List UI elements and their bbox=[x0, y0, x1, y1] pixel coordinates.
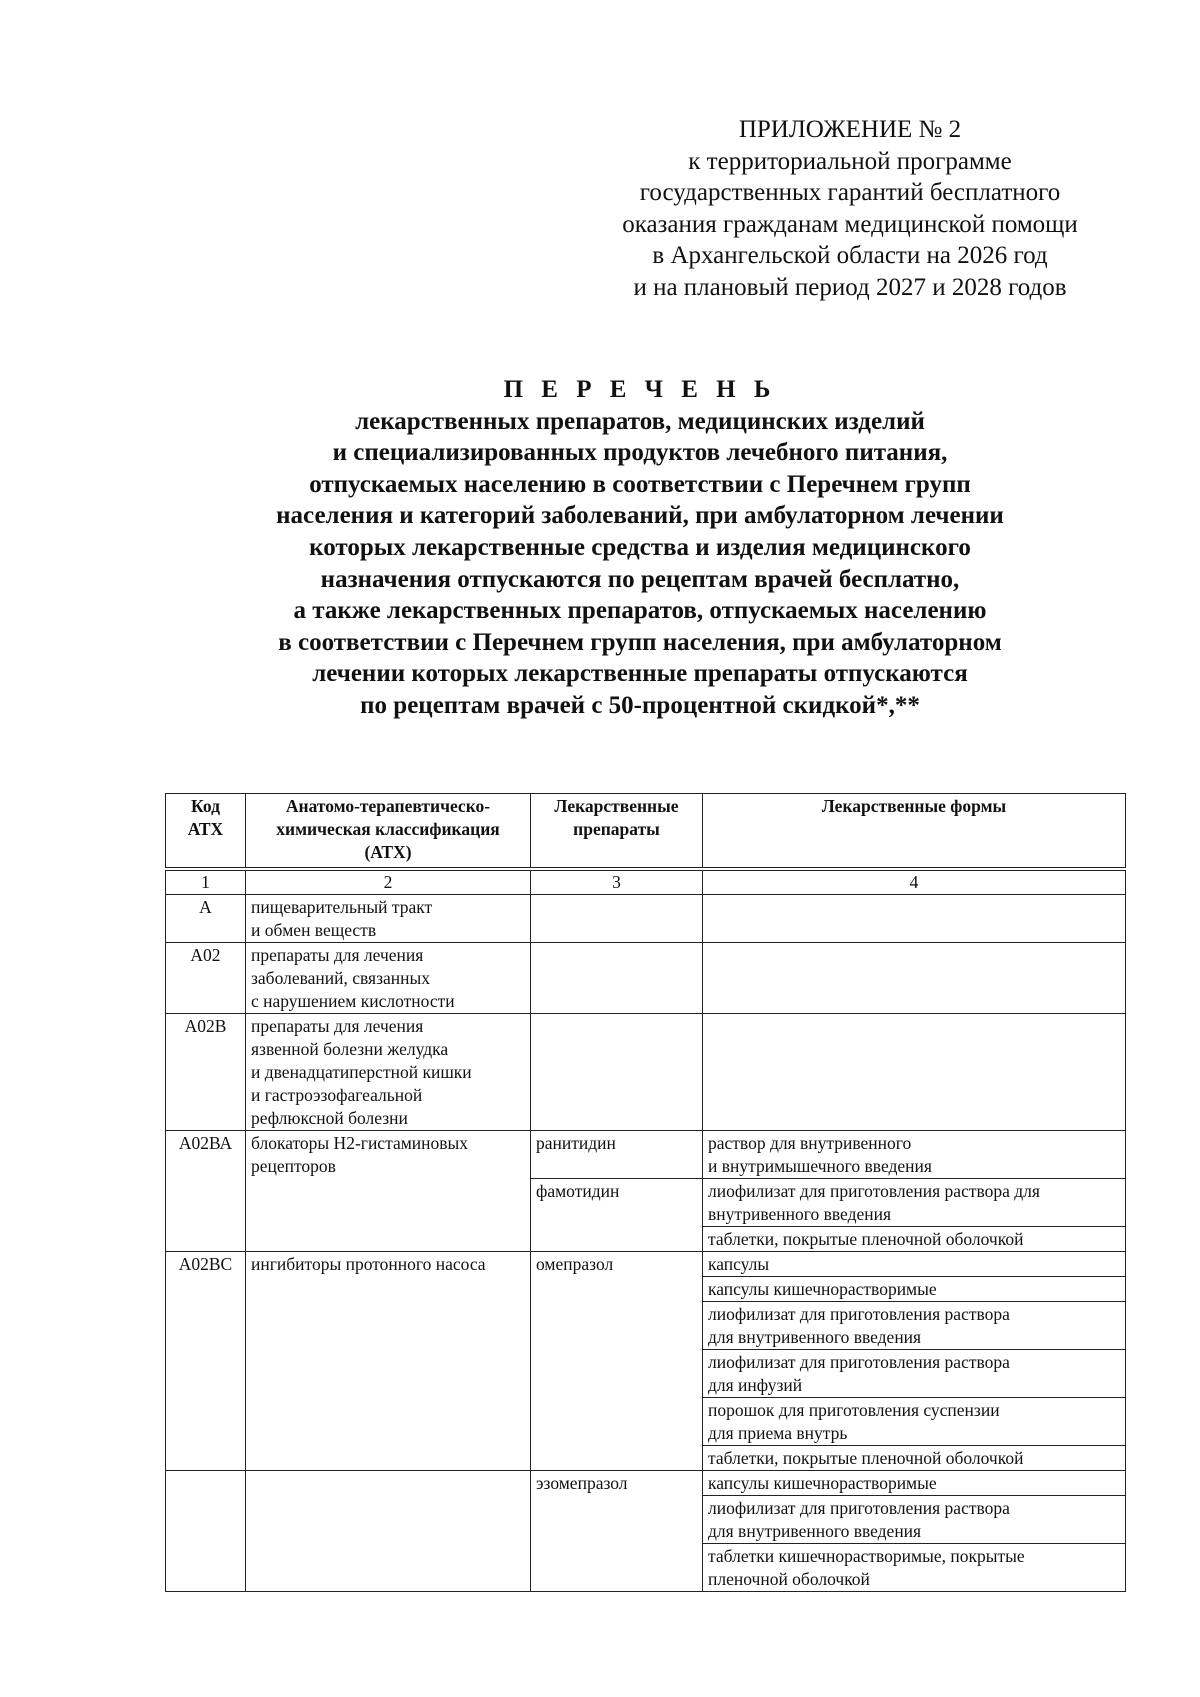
header-code: Код АТХ bbox=[166, 794, 246, 868]
title-heading: П Е Р Е Ч Е Н Ь bbox=[503, 376, 777, 403]
column-number: 3 bbox=[531, 871, 703, 895]
title-line: по рецептам врачей с 50-процентной скидкой*,** bbox=[360, 691, 920, 719]
title-line: назначения отпускаются по рецептам врачей бесплатно, bbox=[320, 565, 960, 593]
drug-name: фамотидин bbox=[531, 1179, 703, 1252]
atc-code: А bbox=[166, 895, 246, 943]
table-row bbox=[166, 895, 1126, 943]
atc-description: препараты для лечения заболеваний, связанных с нарушением кислотности bbox=[246, 943, 531, 1014]
atc-code: А02 bbox=[166, 943, 246, 1014]
title-line: в соответствии с Перечнем групп населения, при амбулаторном bbox=[278, 628, 1002, 656]
drug-table bbox=[165, 793, 1126, 1592]
title-line: и специализированных продуктов лечебного питания, bbox=[332, 439, 948, 467]
atc-code: А02В bbox=[166, 1014, 246, 1131]
drug-form: капсулы bbox=[703, 1252, 1126, 1277]
drug-form: таблетки кишечнорастворимые, покрытые пленочной оболочкой bbox=[703, 1544, 1126, 1592]
drug-form: лиофилизат для приготовления раствора для инфузий bbox=[703, 1350, 1126, 1398]
appendix-line: оказания гражданам медицинской помощи bbox=[622, 210, 1078, 238]
drug-form: лиофилизат для приготовления раствора для внутривенного введения bbox=[703, 1302, 1126, 1350]
drug-form: таблетки, покрытые пленочной оболочкой bbox=[703, 1446, 1126, 1471]
column-number: 1 bbox=[166, 871, 246, 895]
appendix-line: в Архангельской области на 2026 год bbox=[652, 242, 1048, 269]
column-number: 2 bbox=[246, 871, 531, 895]
drug-name: ранитидин bbox=[531, 1131, 703, 1179]
drug-name: омепразол bbox=[531, 1252, 703, 1471]
title-line: которых лекарственные средства и изделия медицинского bbox=[309, 533, 971, 561]
table-row bbox=[166, 1471, 1126, 1496]
atc-description: блокаторы Н2-гистаминовых рецепторов bbox=[246, 1131, 531, 1252]
drug-form: порошок для приготовления суспензии для приема внутрь bbox=[703, 1398, 1126, 1446]
drug-form: капсулы кишечнорастворимые bbox=[703, 1471, 1126, 1496]
drug-form: лиофилизат для приготовления раствора для внутривенного введения bbox=[703, 1496, 1126, 1544]
appendix-header bbox=[560, 114, 1140, 303]
title-line: населения и категорий заболеваний, при амбулаторном лечении bbox=[276, 502, 1004, 530]
table-row bbox=[166, 1131, 1126, 1179]
column-number-row bbox=[166, 871, 1126, 895]
atc-description: препараты для лечения язвенной болезни желудка и двенадцатиперстной кишки и гастроэзофагеальной рефлюксной болезни bbox=[246, 1014, 531, 1131]
drug-form: капсулы кишечнорастворимые bbox=[703, 1277, 1126, 1302]
appendix-line: ПРИЛОЖЕНИЕ № 2 bbox=[738, 116, 962, 143]
atc-code: А02ВА bbox=[166, 1131, 246, 1252]
drug-name: эзомепразол bbox=[531, 1471, 703, 1592]
drug-form: таблетки, покрытые пленочной оболочкой bbox=[703, 1227, 1126, 1252]
drug-form: раствор для внутривенного и внутримышечного введения bbox=[703, 1131, 1126, 1179]
atc-description: ингибиторы протонного насоса bbox=[246, 1252, 531, 1471]
title-line: лекарственных препаратов, медицинских изделий bbox=[355, 407, 925, 435]
table-row bbox=[166, 943, 1126, 1014]
atc-code: А02ВС bbox=[166, 1252, 246, 1471]
title-line: отпускаемых населению в соответствии с Перечнем групп bbox=[309, 470, 971, 498]
header-forms: Лекарственные формы bbox=[703, 794, 1126, 868]
title-line: а также лекарственных препаратов, отпускаемых населению bbox=[293, 597, 987, 625]
drug-form: лиофилизат для приготовления раствора для внутривенного введения bbox=[703, 1179, 1126, 1227]
title-line: лечении которых лекарственные препараты отпускаются bbox=[312, 660, 968, 688]
table-header-row bbox=[166, 794, 1126, 868]
table-row bbox=[166, 1014, 1126, 1131]
header-atc: Анатомо-терапевтическо- химическая классификация (АТХ) bbox=[246, 794, 531, 868]
appendix-line: и на плановый период 2027 и 2028 годов bbox=[633, 273, 1067, 301]
column-number: 4 bbox=[703, 871, 1126, 895]
atc-description: пищеварительный тракт и обмен веществ bbox=[246, 895, 531, 943]
header-drug: Лекарственные препараты bbox=[531, 794, 703, 868]
table-row bbox=[166, 1252, 1126, 1277]
document-title bbox=[150, 374, 1130, 722]
appendix-line: государственных гарантий бесплатного bbox=[639, 179, 1061, 206]
appendix-line: к территориальной программе bbox=[688, 147, 1012, 175]
